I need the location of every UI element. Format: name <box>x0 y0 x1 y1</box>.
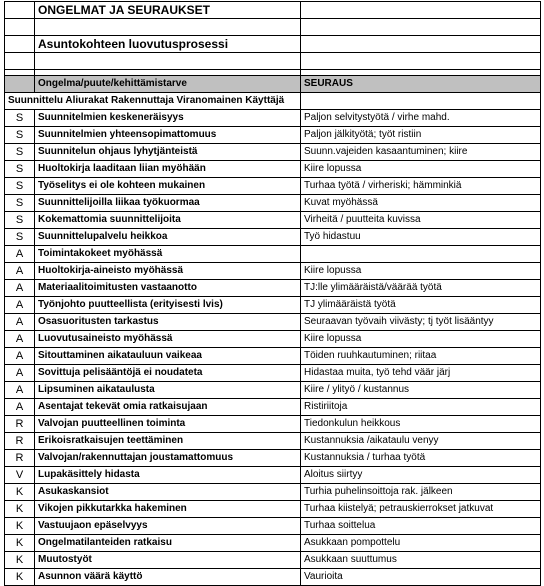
category-code-cell[interactable]: K <box>5 484 35 501</box>
category-code-cell[interactable]: A <box>5 263 35 280</box>
category-code-cell[interactable]: S <box>5 212 35 229</box>
cell[interactable] <box>5 2 35 19</box>
category-code-cell[interactable]: R <box>5 433 35 450</box>
table-row <box>5 297 541 314</box>
cell[interactable] <box>301 53 541 70</box>
problem-cell[interactable]: Ongelmatilanteiden ratkaisu <box>35 535 301 552</box>
consequence-cell[interactable]: Hidastaa muita, työ tehd väär järj <box>301 365 541 382</box>
column-header-problem[interactable]: Ongelma/puute/kehittämistarve <box>35 76 301 93</box>
category-code-cell[interactable]: S <box>5 229 35 246</box>
cell[interactable] <box>5 53 35 70</box>
consequence-cell[interactable] <box>301 246 541 263</box>
table-row <box>5 127 541 144</box>
consequence-cell[interactable]: Ristiriitoja <box>301 399 541 416</box>
category-code-cell[interactable]: K <box>5 501 35 518</box>
table-row <box>5 229 541 246</box>
category-code-cell[interactable]: A <box>5 280 35 297</box>
spreadsheet <box>4 1 540 586</box>
cell[interactable] <box>301 36 541 53</box>
category-code-cell[interactable]: S <box>5 195 35 212</box>
consequence-cell[interactable]: Kustannuksia / turhaa työtä <box>301 450 541 467</box>
table-row <box>5 365 541 382</box>
consequence-cell[interactable]: Töiden ruuhkautuminen; riitaa <box>301 348 541 365</box>
problem-cell[interactable]: Lipsuminen aikataulusta <box>35 382 301 399</box>
consequence-cell[interactable]: Turhia puhelinsoittoja rak. jälkeen <box>301 484 541 501</box>
problem-cell[interactable]: Lupakäsittely hidasta <box>35 467 301 484</box>
problem-cell[interactable]: Erikoisratkaisujen teettäminen <box>35 433 301 450</box>
category-code-cell[interactable]: A <box>5 365 35 382</box>
problem-cell[interactable]: Asentajat tekevät omia ratkaisujaan <box>35 399 301 416</box>
category-code-cell[interactable]: S <box>5 110 35 127</box>
consequence-cell[interactable]: Kiire / ylityö / kustannus <box>301 382 541 399</box>
table-row <box>5 416 541 433</box>
consequence-cell[interactable]: Tiedonkulun heikkous <box>301 416 541 433</box>
problem-cell[interactable]: Kokemattomia suunnittelijoita <box>35 212 301 229</box>
problem-cell[interactable]: Vikojen pikkutarkka hakeminen <box>35 501 301 518</box>
table-row <box>5 348 541 365</box>
cell[interactable] <box>5 76 35 93</box>
consequence-cell[interactable]: TJ ylimääräistä työtä <box>301 297 541 314</box>
title-row <box>5 2 541 19</box>
consequence-cell[interactable]: Seuraavan työvaih viivästy; tj työt lisääntyy <box>301 314 541 331</box>
problem-cell[interactable]: Huoltokirja laaditaan liian myöhään <box>35 161 301 178</box>
table-row <box>5 314 541 331</box>
problem-cell[interactable]: Sitouttaminen aikatauluun vaikeaa <box>35 348 301 365</box>
category-code-cell[interactable]: K <box>5 569 35 586</box>
category-code-cell[interactable]: K <box>5 552 35 569</box>
category-code-cell[interactable]: V <box>5 467 35 484</box>
consequence-cell[interactable]: Turhaa kiistelyä; petrauskierrokset jatkuvat <box>301 501 541 518</box>
category-legend[interactable]: Suunnittelu Aliurakat Rakennuttaja Viranomainen Käyttäjä <box>5 93 301 110</box>
problem-cell[interactable]: Suunnitelmien keskeneräisyys <box>35 110 301 127</box>
problem-cell[interactable]: Asukaskansiot <box>35 484 301 501</box>
category-code-cell[interactable]: S <box>5 178 35 195</box>
table-row <box>5 433 541 450</box>
subtitle-row <box>5 36 541 53</box>
cell[interactable] <box>301 19 541 36</box>
cell[interactable] <box>301 2 541 19</box>
consequence-cell[interactable]: Turhaa työtä / virheriski; hämminkiä <box>301 178 541 195</box>
legend-row <box>5 93 541 110</box>
table-row <box>5 569 541 586</box>
problem-cell[interactable]: Toimintakokeet myöhässä <box>35 246 301 263</box>
consequence-cell[interactable]: TJ:lle ylimääräistä/väärää työtä <box>301 280 541 297</box>
consequence-cell[interactable]: Virheitä / puutteita kuvissa <box>301 212 541 229</box>
category-code-cell[interactable]: A <box>5 314 35 331</box>
category-code-cell[interactable]: K <box>5 518 35 535</box>
category-code-cell[interactable]: R <box>5 450 35 467</box>
cell[interactable] <box>5 19 35 36</box>
document-title[interactable]: ONGELMAT JA SEURAUKSET <box>35 2 301 19</box>
table-row <box>5 518 541 535</box>
problem-cell[interactable]: Työnjohto puutteellista (erityisesti lvis) <box>35 297 301 314</box>
category-code-cell[interactable]: A <box>5 399 35 416</box>
problem-cell[interactable]: Materiaalitoimitusten vastaanotto <box>35 280 301 297</box>
table-row <box>5 110 541 127</box>
table-row <box>5 399 541 416</box>
problem-cell[interactable]: Suunnitelmien yhteensopimattomuus <box>35 127 301 144</box>
consequence-cell[interactable]: Kiire lopussa <box>301 161 541 178</box>
table-row <box>5 263 541 280</box>
cell[interactable] <box>301 93 541 110</box>
consequence-cell[interactable]: Kustannuksia /aikataulu venyy <box>301 433 541 450</box>
table-row <box>5 382 541 399</box>
problem-cell[interactable]: Suunnittelupalvelu heikkoa <box>35 229 301 246</box>
problem-cell[interactable]: Huoltokirja-aineisto myöhässä <box>35 263 301 280</box>
table-row <box>5 535 541 552</box>
problem-cell[interactable]: Asunnon väärä käyttö <box>35 569 301 586</box>
table-row <box>5 195 541 212</box>
table-row <box>5 144 541 161</box>
problem-cell[interactable]: Sovittuja pelisääntöjä ei noudateta <box>35 365 301 382</box>
problem-cell[interactable]: Luovutusaineisto myöhässä <box>35 331 301 348</box>
consequence-cell[interactable]: Aloitus siirtyy <box>301 467 541 484</box>
category-code-cell[interactable]: R <box>5 416 35 433</box>
category-code-cell[interactable]: A <box>5 331 35 348</box>
consequence-cell[interactable]: Paljon jälkityötä; työt ristiin <box>301 127 541 144</box>
cell[interactable] <box>35 53 301 70</box>
category-code-cell[interactable]: A <box>5 348 35 365</box>
blank-row <box>5 53 541 70</box>
table-row <box>5 467 541 484</box>
category-code-cell[interactable]: A <box>5 246 35 263</box>
consequence-cell[interactable]: Kuvat myöhässä <box>301 195 541 212</box>
problems-table <box>4 1 541 586</box>
table-row <box>5 450 541 467</box>
cell[interactable] <box>5 36 35 53</box>
consequence-cell[interactable]: Kiire lopussa <box>301 331 541 348</box>
consequence-cell[interactable]: Paljon selvitystyötä / virhe mahd. <box>301 110 541 127</box>
category-code-cell[interactable]: S <box>5 144 35 161</box>
problem-cell[interactable]: Osasuoritusten tarkastus <box>35 314 301 331</box>
problem-cell[interactable]: Suunnitelun ohjaus lyhytjänteistä <box>35 144 301 161</box>
table-row <box>5 331 541 348</box>
column-header-consequence[interactable]: SEURAUS <box>301 76 541 93</box>
table-row <box>5 501 541 518</box>
category-code-cell[interactable]: A <box>5 382 35 399</box>
document-subtitle[interactable]: Asuntokohteen luovutusprosessi <box>35 36 301 53</box>
consequence-cell[interactable]: Turhaa soittelua <box>301 518 541 535</box>
problem-cell[interactable]: Vastuujaon epäselvyys <box>35 518 301 535</box>
blank-row <box>5 19 541 36</box>
cell[interactable] <box>35 19 301 36</box>
consequence-cell[interactable]: Asukkaan pompottelu <box>301 535 541 552</box>
consequence-cell[interactable]: Asukkaan suuttumus <box>301 552 541 569</box>
consequence-cell[interactable]: Suunn.vajeiden kasaantuminen; kiire <box>301 144 541 161</box>
consequence-cell[interactable]: Työ hidastuu <box>301 229 541 246</box>
consequence-cell[interactable]: Kiire lopussa <box>301 263 541 280</box>
problem-cell[interactable]: Suunnittelijoilla liikaa työkuormaa <box>35 195 301 212</box>
column-header-row <box>5 76 541 93</box>
table-row <box>5 212 541 229</box>
problem-cell[interactable]: Valvojan/rakennuttajan joustamattomuus <box>35 450 301 467</box>
category-code-cell[interactable]: S <box>5 127 35 144</box>
problem-cell[interactable]: Työselitys ei ole kohteen mukainen <box>35 178 301 195</box>
table-row <box>5 178 541 195</box>
table-row <box>5 161 541 178</box>
table-row <box>5 552 541 569</box>
table-row <box>5 280 541 297</box>
problem-cell[interactable]: Valvojan puutteellinen toiminta <box>35 416 301 433</box>
table-row <box>5 246 541 263</box>
category-code-cell[interactable]: S <box>5 161 35 178</box>
consequence-cell[interactable]: Vaurioita <box>301 569 541 586</box>
problem-cell[interactable]: Muutostyöt <box>35 552 301 569</box>
category-code-cell[interactable]: K <box>5 535 35 552</box>
table-row <box>5 484 541 501</box>
category-code-cell[interactable]: A <box>5 297 35 314</box>
